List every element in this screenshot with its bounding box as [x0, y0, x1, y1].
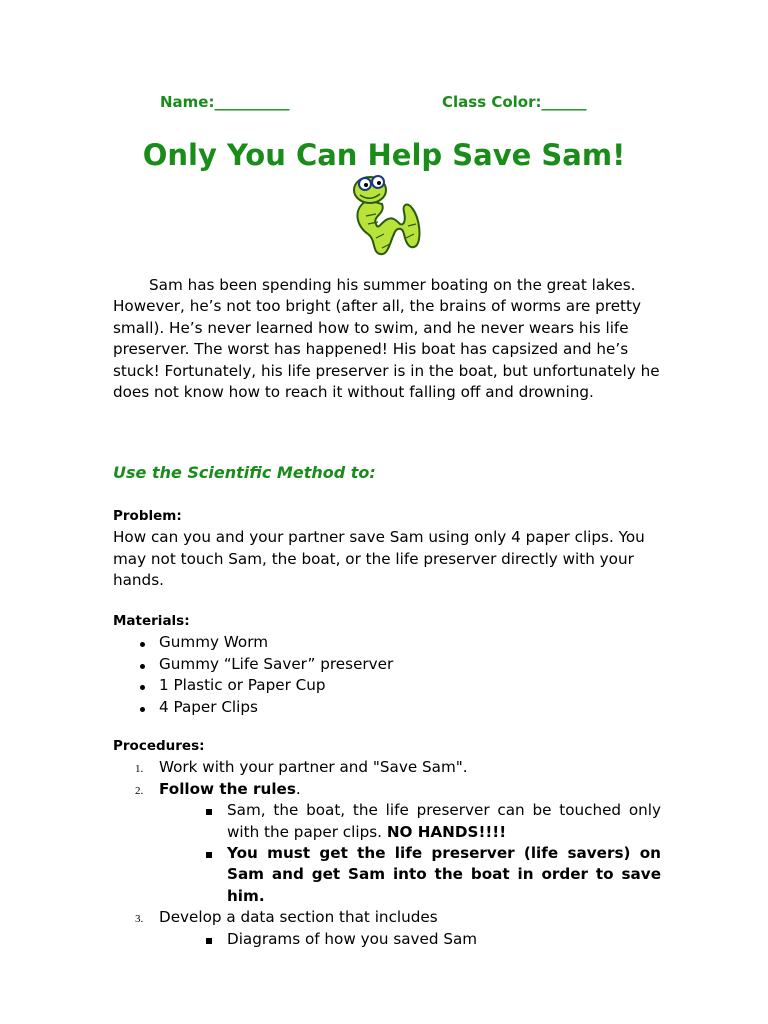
material-label: 1 Plastic or Paper Cup	[159, 676, 326, 695]
rule-text: Sam, the boat, the life preserver can be touched only with the paper clips.	[227, 801, 661, 841]
step-text: Work with your partner and "Save Sam".	[159, 758, 468, 777]
list-item	[113, 654, 661, 675]
rule-emphasis: NO HANDS!!!!	[386, 822, 507, 841]
square-bullet-icon	[206, 809, 212, 815]
step-number: 3.	[135, 913, 144, 926]
bullet-icon	[140, 664, 145, 669]
bullet-icon	[140, 642, 145, 647]
material-label: Gummy “Life Saver” preserver	[159, 654, 394, 673]
rule-text: You must get the life preserver (life savers) on Sam and get Sam into the boat in order to save him	[227, 844, 661, 905]
square-bullet-icon	[206, 938, 212, 944]
problem-text: How can you and your partner save Sam using only 4 paper clips. You may not touch Sam, the boat, or the life preserver directly with your hands.	[113, 528, 645, 590]
procedure-step	[113, 907, 661, 950]
name-field: Name:__________	[160, 93, 290, 111]
list-item	[113, 675, 661, 696]
materials-section	[113, 611, 661, 718]
intro-paragraph: Sam has been spending his summer boating on the great lakes. However, he’s not too bright (after all, the brains of worms are pretty small). He’s never learned how to swim, and he never wears his life preserver. The worst has happened! His boat has capsized and he’s stuck! Fortunately, his life preserver is in the boat, but unfortunately he does not know how to reach it without falling off and drowning.	[113, 276, 660, 402]
procedure-step	[113, 757, 661, 778]
problem-section	[113, 506, 661, 592]
data-section-list	[159, 929, 661, 950]
list-item	[113, 632, 661, 653]
materials-list	[113, 632, 661, 718]
class-color-field: Class Color:______	[442, 93, 587, 111]
bullet-icon	[140, 685, 145, 690]
step-number: 2.	[135, 784, 144, 797]
step-text: Follow the rules	[159, 779, 296, 798]
page-title: Only You Can Help Save Sam!	[142, 138, 626, 172]
list-item	[113, 697, 661, 718]
rules-list	[159, 800, 661, 907]
material-label: 4 Paper Clips	[159, 697, 258, 716]
materials-label: Materials:	[113, 613, 190, 629]
procedures-section	[113, 736, 661, 950]
cartoon-worm-with-glasses-icon	[346, 168, 424, 258]
rule-suffix: .	[258, 886, 265, 905]
procedure-step	[113, 779, 661, 907]
material-label: Gummy Worm	[159, 633, 268, 652]
data-item	[159, 929, 661, 950]
section-heading: Use the Scientific Method to:	[113, 463, 376, 482]
procedures-label: Procedures:	[113, 738, 205, 754]
rule-item	[159, 800, 661, 843]
square-bullet-icon	[206, 852, 212, 858]
step-text: Develop a data section that includes	[159, 908, 438, 927]
problem-label: Problem:	[113, 508, 182, 524]
procedures-list	[113, 757, 661, 950]
step-suffix: .	[295, 779, 301, 798]
rule-item	[159, 843, 661, 907]
step-number: 1.	[135, 763, 144, 776]
data-item-text: Diagrams of how you saved Sam	[227, 929, 478, 948]
bullet-icon	[140, 707, 145, 712]
